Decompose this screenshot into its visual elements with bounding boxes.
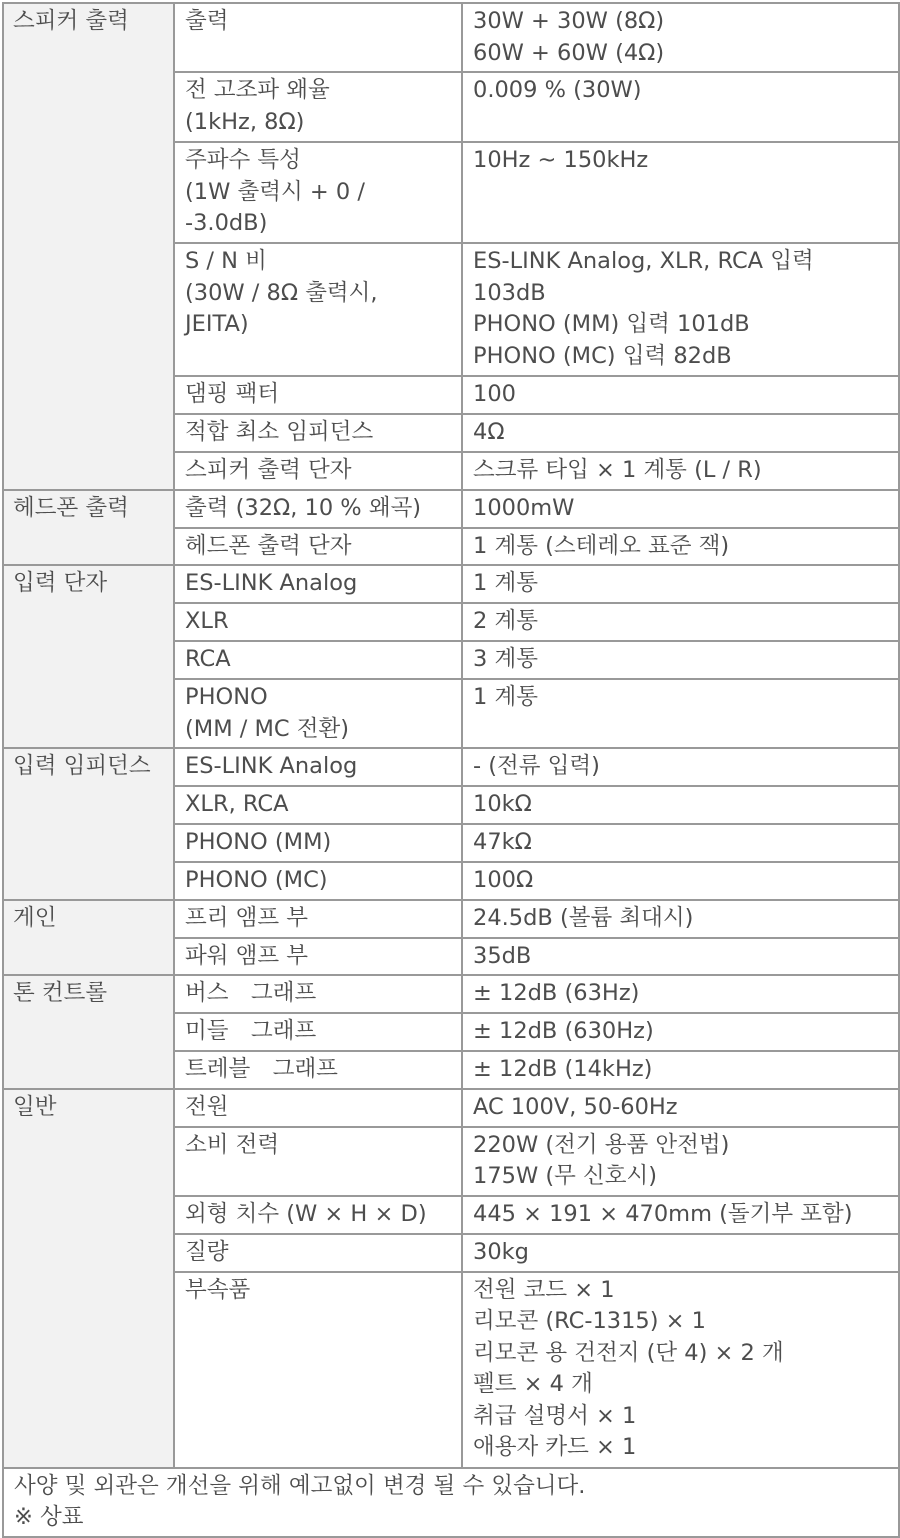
value-line: 1 계통 (스테레오 표준 잭) — [473, 532, 730, 559]
item-line: (1W 출력시 + 0 / — [185, 178, 365, 205]
spec-item — [174, 452, 462, 490]
item-line: 트레블 그래프 — [185, 1056, 338, 1082]
item-line: PHONO (MM) — [185, 829, 332, 855]
spec-item — [174, 603, 462, 641]
spec-value — [462, 1089, 899, 1127]
value-line: 10kΩ — [473, 791, 532, 817]
value-line: 1000mW — [473, 494, 575, 521]
item-line: 댐핑 팩터 — [185, 381, 280, 407]
category-tone-control — [3, 975, 174, 1089]
spec-value — [462, 414, 899, 452]
value-line: 2 계통 — [473, 608, 538, 634]
spec-item — [174, 414, 462, 452]
spec-item — [174, 376, 462, 414]
value-line: 3 계통 — [473, 646, 538, 672]
value-line: 애용자 카드 × 1 — [473, 1434, 637, 1460]
spec-value — [462, 824, 899, 862]
item-line: 질량 — [185, 1238, 229, 1265]
spec-row — [3, 490, 899, 528]
value-line: 60W + 60W (4Ω) — [473, 39, 665, 66]
spec-item — [174, 786, 462, 824]
spec-item — [174, 900, 462, 938]
value-line: 스크류 타입 × 1 계통 (L / R) — [473, 456, 762, 483]
spec-value — [462, 1051, 899, 1089]
spec-row — [3, 1089, 899, 1127]
item-line: 전 고조파 왜율 — [185, 77, 330, 103]
spec-table-body — [3, 3, 899, 1537]
category-label: 입력 단자 — [13, 570, 108, 596]
spec-item — [174, 679, 462, 748]
category-label: 스피커 출력 — [13, 8, 129, 34]
value-line: PHONO (MM) 입력 101dB — [473, 311, 750, 337]
spec-row — [3, 900, 899, 938]
value-line: 10Hz ~ 150kHz — [473, 147, 649, 173]
category-general — [3, 1089, 174, 1468]
item-line: JEITA) — [185, 311, 249, 337]
spec-item — [174, 565, 462, 603]
value-line: 24.5dB (볼륨 최대시) — [473, 904, 694, 931]
item-line: XLR, RCA — [185, 791, 289, 817]
spec-value — [462, 142, 899, 243]
value-line: - (전류 입력) — [473, 753, 600, 779]
spec-item — [174, 142, 462, 243]
spec-row — [3, 565, 899, 603]
spec-value — [462, 3, 899, 72]
trademark-note: ※ 상표 — [14, 1504, 84, 1530]
spec-value — [462, 679, 899, 748]
item-line: 스피커 출력 단자 — [185, 456, 352, 483]
spec-value — [462, 862, 899, 900]
value-line: 1 계통 — [473, 570, 538, 596]
value-line: 47kΩ — [473, 829, 532, 855]
category-label: 일반 — [13, 1093, 57, 1120]
item-line: 부속품 — [185, 1276, 251, 1303]
category-label: 톤 컨트롤 — [13, 980, 108, 1006]
spec-item — [174, 1051, 462, 1089]
spec-value — [462, 1127, 899, 1196]
spec-item — [174, 1089, 462, 1127]
item-line: 주파수 특성 — [185, 147, 301, 173]
item-line: 버스 그래프 — [185, 980, 317, 1006]
category-gain — [3, 900, 174, 976]
category-input-terminals — [3, 565, 174, 748]
spec-item — [174, 824, 462, 862]
spec-item — [174, 1234, 462, 1272]
category-speaker-output — [3, 3, 174, 490]
footer-row — [3, 1468, 899, 1537]
item-line: (MM / MC 전환) — [185, 715, 350, 742]
value-line: 1 계통 — [473, 684, 538, 710]
spec-item — [174, 1013, 462, 1051]
spec-value — [462, 565, 899, 603]
value-line: ± 12dB (14kHz) — [473, 1056, 653, 1082]
spec-item — [174, 1196, 462, 1234]
value-line: 220W (전기 용품 안전법) — [473, 1131, 730, 1158]
spec-value — [462, 72, 899, 142]
item-line: 적합 최소 임피던스 — [185, 419, 374, 445]
value-line: ES-LINK Analog, XLR, RCA 입력 — [473, 248, 814, 274]
spec-item — [174, 748, 462, 786]
item-line: 헤드폰 출력 단자 — [185, 532, 352, 559]
spec-item — [174, 862, 462, 900]
spec-value — [462, 376, 899, 414]
value-line: 리모콘 용 건전지 (단 4) × 2 개 — [473, 1339, 784, 1366]
value-line: 100 — [473, 381, 516, 407]
footer-notes — [3, 1468, 899, 1537]
item-line: 출력 — [185, 8, 229, 34]
spec-row — [3, 975, 899, 1013]
spec-value — [462, 1272, 899, 1468]
spec-item — [174, 490, 462, 528]
item-line: ES-LINK Analog — [185, 753, 358, 779]
spec-value — [462, 243, 899, 376]
spec-value — [462, 1013, 899, 1051]
category-label: 입력 임피던스 — [13, 753, 151, 779]
spec-value — [462, 490, 899, 528]
spec-value — [462, 975, 899, 1013]
category-label: 게인 — [13, 904, 57, 931]
spec-value — [462, 786, 899, 824]
item-line: XLR — [185, 608, 229, 634]
spec-row — [3, 748, 899, 786]
item-line: 미들 그래프 — [185, 1018, 317, 1044]
value-line: 30kg — [473, 1238, 529, 1265]
value-line: 4Ω — [473, 419, 505, 445]
item-line: 외형 치수 (W × H × D) — [185, 1200, 427, 1227]
spec-item — [174, 938, 462, 976]
item-line: -3.0dB) — [185, 210, 268, 236]
item-line: (1kHz, 8Ω) — [185, 108, 305, 135]
value-line: 취급 설명서 × 1 — [473, 1402, 637, 1429]
spec-item — [174, 528, 462, 566]
item-line: 전원 — [185, 1093, 229, 1120]
spec-value — [462, 528, 899, 566]
category-headphone-output — [3, 490, 174, 566]
value-line: 전원 코드 × 1 — [473, 1276, 615, 1303]
value-line: AC 100V, 50-60Hz — [473, 1093, 678, 1120]
value-line: PHONO (MC) 입력 82dB — [473, 342, 732, 369]
spec-value — [462, 748, 899, 786]
item-line: 소비 전력 — [185, 1131, 280, 1158]
value-line: 0.009 % (30W) — [473, 77, 642, 103]
value-line: 35dB — [473, 942, 532, 969]
item-line: 프리 앰프 부 — [185, 904, 308, 931]
value-line: 30W + 30W (8Ω) — [473, 8, 665, 34]
item-line: S / N 비 — [185, 248, 267, 274]
spec-table — [2, 2, 900, 1538]
value-line: ± 12dB (630Hz) — [473, 1018, 654, 1044]
item-line: ES-LINK Analog — [185, 570, 358, 596]
spec-item — [174, 72, 462, 142]
category-label: 헤드폰 출력 — [13, 494, 129, 521]
spec-value — [462, 1234, 899, 1272]
category-input-impedance — [3, 748, 174, 900]
spec-item — [174, 3, 462, 72]
value-line: 103dB — [473, 279, 546, 306]
item-line: (30W / 8Ω 출력시, — [185, 279, 378, 306]
spec-item — [174, 641, 462, 679]
value-line: 100Ω — [473, 867, 534, 893]
spec-item — [174, 1272, 462, 1468]
spec-item — [174, 1127, 462, 1196]
spec-value — [462, 452, 899, 490]
spec-value — [462, 938, 899, 976]
value-line: 445 × 191 × 470mm (돌기부 포함) — [473, 1200, 853, 1227]
spec-value — [462, 603, 899, 641]
item-line: 출력 (32Ω, 10 % 왜곡) — [185, 494, 422, 521]
value-line: ± 12dB (63Hz) — [473, 980, 640, 1006]
item-line: PHONO (MC) — [185, 867, 328, 893]
value-line: 175W (무 신호시) — [473, 1163, 657, 1189]
item-line: PHONO — [185, 684, 268, 710]
spec-value — [462, 641, 899, 679]
item-line: RCA — [185, 646, 231, 672]
value-line: 리모콘 (RC-1315) × 1 — [473, 1308, 706, 1334]
spec-value — [462, 1196, 899, 1234]
value-line: 펠트 × 4 개 — [473, 1371, 593, 1397]
spec-item — [174, 243, 462, 376]
spec-item — [174, 975, 462, 1013]
disclaimer-note: 사양 및 외관은 개선을 위해 예고없이 변경 될 수 있습니다. — [14, 1472, 586, 1499]
spec-value — [462, 900, 899, 938]
spec-row — [3, 3, 899, 72]
item-line: 파워 앰프 부 — [185, 942, 308, 969]
